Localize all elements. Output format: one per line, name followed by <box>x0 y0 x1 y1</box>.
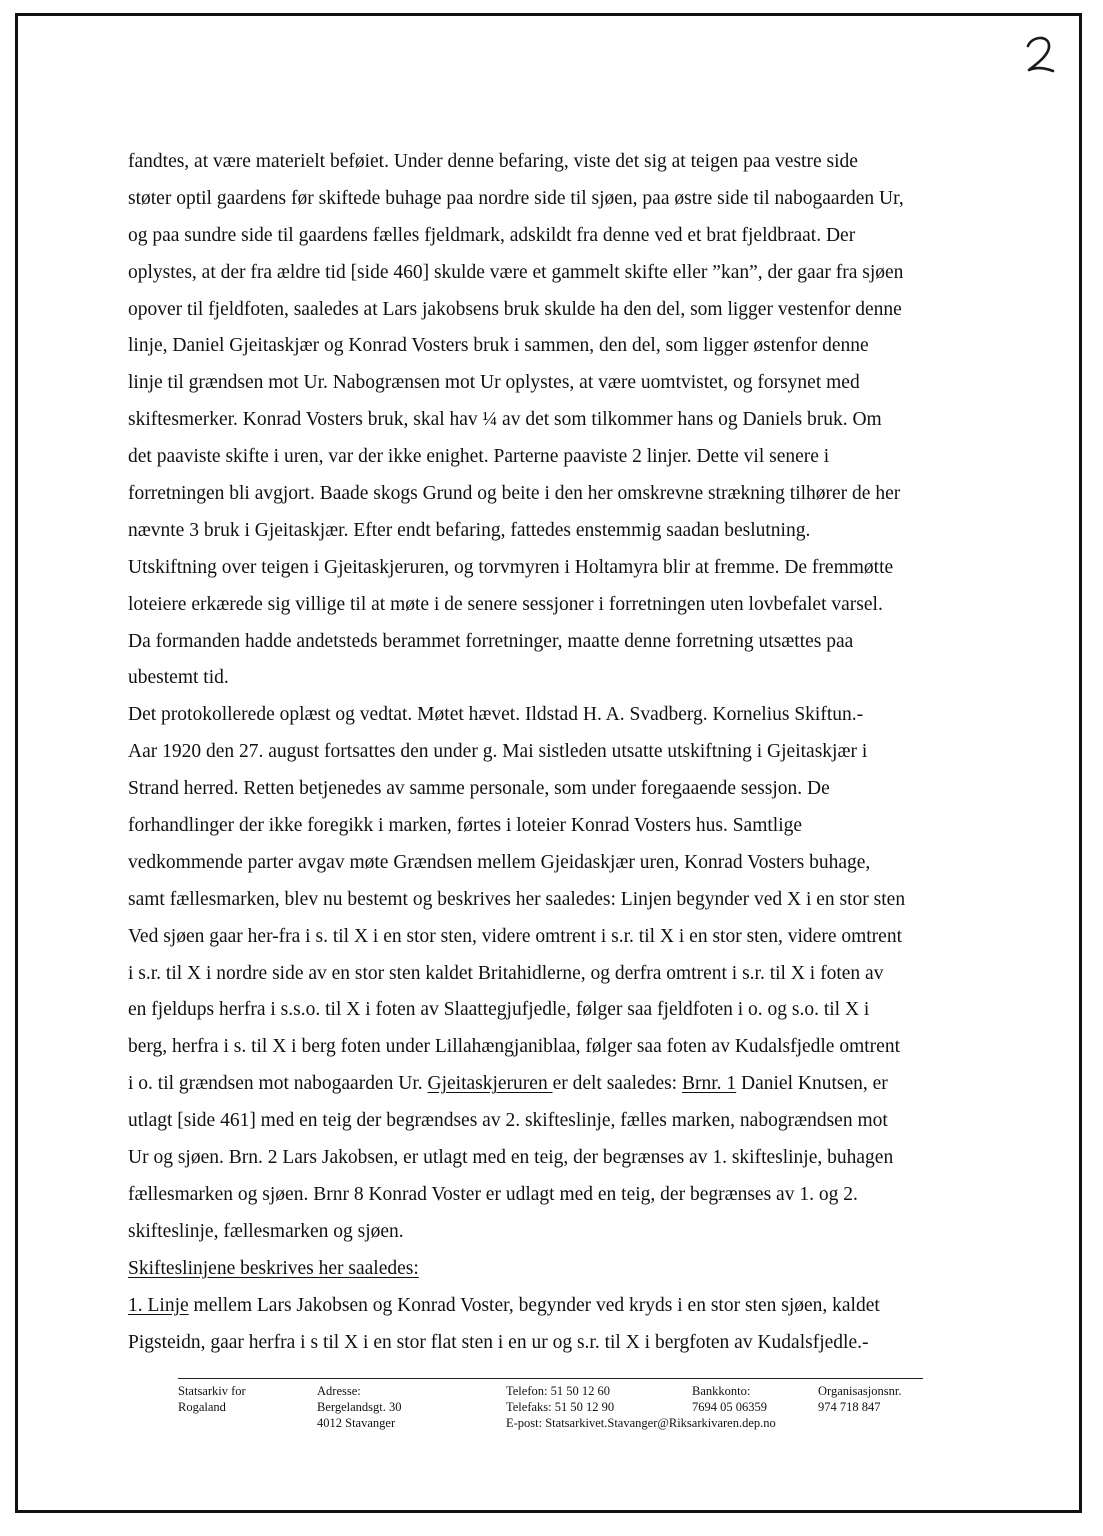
text-line: det paaviste skifte i uren, var der ikke enighet. Parterne paaviste 2 linjer. Dette vil senere i <box>128 446 830 468</box>
underlined-property-number: Brnr. 1 <box>681 1073 737 1095</box>
text-line: linje, Daniel Gjeitaskjær og Konrad Vosters bruk i sammen, den del, som ligger østenfor denne <box>128 335 869 357</box>
footer-institution <box>178 1383 246 1415</box>
text-segment: er delt saaledes: <box>552 1073 682 1095</box>
text-line: loteiere erkærede sig villige til at møte i de senere sessjoner i forretningen uten lovbefalet varsel. <box>128 593 883 615</box>
footer-email: E-post: Statsarkivet.Stavanger@Riksarkivaren.dep.no <box>506 1416 776 1430</box>
underlined-line-label: 1. Linje <box>128 1294 189 1316</box>
text-line: nævnte 3 bruk i Gjeitaskjær. Efter endt befaring, fattedes enstemmig saadan beslutning. <box>128 519 811 541</box>
text-line: Da formanden hadde andetsteds berammet forretninger, maatte denne forretning utsættes paa <box>128 630 854 652</box>
footer-address <box>317 1383 401 1431</box>
section-heading: Skifteslinjene beskrives her saaledes: <box>128 1257 419 1279</box>
footer-text: Telefon: 51 50 12 60 <box>506 1384 610 1398</box>
text-line: berg, herfra i s. til X i berg foten under Lillahængjaniblaa, følger saa foten av Kudalsfjedle omtrent <box>128 1036 900 1058</box>
text-line: skifteslinje, fællesmarken og sjøen. <box>128 1220 404 1242</box>
text-line: vedkommende parter avgav møte Grændsen mellem Gjeidaskjær uren, Konrad Vosters buhage, <box>128 851 871 873</box>
text-line: linje til grændsen mot Ur. Nabogrænsen mot Ur oplystes, at være uomtvistet, og forsynet med <box>128 372 860 394</box>
text-line: ubestemt tid. <box>128 667 229 689</box>
text-line <box>128 1066 988 1103</box>
footer-text: 974 718 847 <box>818 1400 881 1414</box>
text-line: skiftesmerker. Konrad Vosters bruk, skal hav ¼ av det som tilkommer hans og Daniels bruk. Om <box>128 409 882 431</box>
text-line: Ved sjøen gaar her-fra i s. til X i en stor sten, videre omtrent i s.r. til X i en stor sten, videre omtrent <box>128 925 903 947</box>
text-line: fællesmarken og sjøen. Brnr 8 Konrad Voster er udlagt med en teig, der begrænses av 1. og 2. <box>128 1183 858 1205</box>
footer-text: 7694 05 06359 <box>692 1400 767 1414</box>
text-line: Strand herred. Retten betjenedes av samme personale, som under foregaaende sessjon. De <box>128 778 830 800</box>
footer-text: Telefaks: 51 50 12 90 <box>506 1400 615 1414</box>
text-line: Aar 1920 den 27. august fortsattes den under g. Mai sistleden utsatte utskiftning i Gjeitaskjær i <box>128 741 868 763</box>
text-line: en fjeldups herfra i s.s.o. til X i foten av Slaattegjufjedle, følger saa fjeldfoten i o. og s.o. til X i <box>128 999 870 1021</box>
text-line: Det protokollerede oplæst og vedtat. Møtet hævet. Ildstad H. A. Svadberg. Kornelius Skiftun.- <box>128 704 864 726</box>
text-line: forretningen bli avgjort. Baade skogs Grund og beite i den her omskrevne strækning tilhører de her <box>128 483 901 505</box>
text-line: og paa sundre side til gaardens fælles fjeldmark, adskildt fra denne ved et brat fjeldbraat. Der <box>128 224 856 246</box>
text-line: i s.r. til X i nordre side av en stor sten kaldet Britahidlerne, og derfra omtrent i s.r. til X i foten av <box>128 962 884 984</box>
text-line: utlagt [side 461] med en teig der begrændses av 2. skifteslinje, fælles marken, nabogrændsen mot <box>128 1110 888 1132</box>
footer-bank <box>692 1383 767 1415</box>
underlined-place-name: Gjeitaskjeruren <box>427 1073 553 1095</box>
text-line: Ur og sjøen. Brn. 2 Lars Jakobsen, er utlagt med en teig, der begrænses av 1. skifteslinje, buhagen <box>128 1147 894 1169</box>
handwritten-page-number <box>1018 30 1062 78</box>
footer-text: Organisasjonsnr. <box>818 1384 902 1398</box>
footer-text: Adresse: <box>317 1384 361 1398</box>
text-segment: i o. til grændsen mot nabogaarden Ur. <box>128 1073 428 1095</box>
footer-text: Bergelandsgt. 30 <box>317 1400 402 1414</box>
text-line: støter optil gaardens før skiftede buhage paa nordre side til sjøen, paa østre side til nabogaarden Ur, <box>128 187 904 209</box>
footer-text: 4012 Stavanger <box>317 1416 396 1430</box>
transcription-body <box>128 144 988 1361</box>
footer-text: Statsarkiv for <box>178 1384 246 1398</box>
footer-text: Bankkonto: <box>692 1384 751 1398</box>
text-line: Utskiftning over teigen i Gjeitaskjeruren, og torvmyren i Holtamyra blir at fremme. De fremmøtte <box>128 556 894 578</box>
text-line: fandtes, at være materielt beføiet. Under denne befaring, viste det sig at teigen paa vestre side <box>128 151 858 172</box>
text-line: oplystes, at der fra ældre tid [side 460] skulde være et gammelt skifte eller ”kan”, der gaar fra sjøen <box>128 261 904 283</box>
footer-org-number <box>818 1383 901 1415</box>
text-line <box>128 1288 988 1325</box>
text-segment: mellem Lars Jakobsen og Konrad Voster, begynder ved kryds i en stor sten sjøen, kaldet <box>188 1294 880 1316</box>
text-line: samt fællesmarken, blev nu bestemt og beskrives her saaledes: Linjen begynder ved X i en stor sten <box>128 888 906 910</box>
text-segment: Daniel Knutsen, er <box>736 1073 888 1095</box>
footer-rule <box>178 1378 923 1379</box>
footer-text: Rogaland <box>178 1400 226 1414</box>
text-line: opover til fjeldfoten, saaledes at Lars jakobsens bruk skulde ha den del, som ligger vestenfor denne <box>128 298 902 320</box>
text-line: forhandlinger der ikke foregikk i marken, førtes i loteier Konrad Vosters hus. Samtlige <box>128 815 803 837</box>
text-line: Pigsteidn, gaar herfra i s til X i en stor flat sten i en ur og s.r. til X i bergfoten av Kudalsfjedle.- <box>128 1331 869 1353</box>
